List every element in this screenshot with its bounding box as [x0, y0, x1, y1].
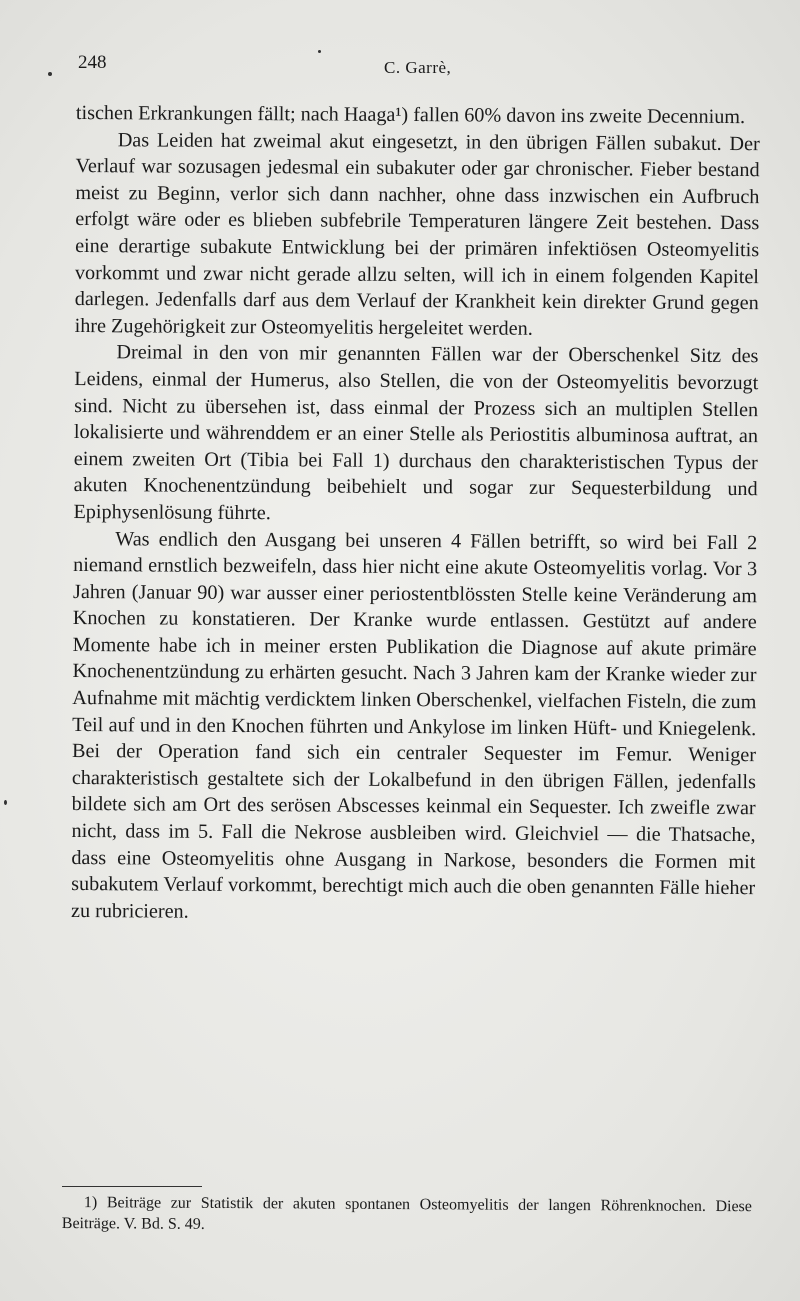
body-text [71, 100, 760, 929]
paragraph-course: Das Leiden hat zweimal akut eingesetzt, in den übrigen Fällen subakut. Der Verlauf war sozusagen jedesmal ein subakuter oder gar chronischer. Fieber bestand meist zu Beginn, verlor sich dann nachher, ohne dass inzwischen ein Aufbruch erfolgt wäre oder es blieben subfebrile Temperaturen längere Zeit bestehen. Dass eine derartige subakute Entwicklung bei der primären infektiösen Osteomyelitis vorkommt und zwar nicht gerade allzu selten, will ich in einem folgenden Kapitel darlegen. Jedenfalls darf aus dem Verlauf der Krankheit kein direkter Grund gegen ihre Zugehörigkeit zur Osteomyelitis hergeleitet werden. [74, 128, 760, 340]
paragraph-location: Dreimal in den von mir genannten Fällen war der Oberschenkel Sitz des Leidens, einmal der Humerus, also Stellen, die von der Osteomyelitis bevorzugt sind. Nicht zu übersehen ist, dass einmal der Prozess sich an multiplen Stellen lokalisierte und währenddem er an einer Stelle als Periostitis albuminosa auftrat, an einem zweiten Ort (Tibia bei Fall 1) durchaus den charakteristischen Typus der akuten Knochenentzündung beibehielt und sogar zur Sequesterbildung und Epiphysenlösung führte. [73, 341, 759, 525]
print-speck [4, 800, 7, 805]
page-number: 248 [78, 52, 107, 73]
footnote-text: 1) Beiträge zur Statistik der akuten spontanen Osteomyelitis der langen Röhrenknochen. Diese Beiträge. V. Bd. S. 49. [61, 1194, 752, 1233]
paragraph-outcome: Was endlich den Ausgang bei unseren 4 Fällen betrifft, so wird bei Fall 2 niemand ernstlich bezweifeln, dass hier nicht eine akute Osteomyelitis vorlag. Vor 3 Jahren (Januar 90) war ausser einer periostentblössten Stelle keine Veränderung am Knochen zu konstatieren. Der Kranke wurde entlassen. Gestützt auf andere Momente habe ich in meiner ersten Publikation die Diagnose auf akute primäre Knochenentzündung zu erhärten gesucht. Nach 3 Jahren kam der Kranke wieder zur Aufnahme mit mächtig verdicktem linken Oberschenkel, vielfachen Fisteln, die zum Teil auf und in den Knochen führten und Ankylose im linken Hüft- und Kniegelenk. Bei der Operation fand sich ein centraler Sequester im Femur. Weniger charakteristisch gestaltete sich der Lokalbefund in den übrigen Fällen, jedenfalls bildete sich am Ort des serösen Abscesses keinmal ein Sequester. Ich zweifle zwar nicht, dass im 5. Fall die Nekrose ausbleiben wird. Gleichviel — die Thatsache, dass eine Osteomyelitis ohne Ausgang in Narkose, besonders die Formen mit subakutem Verlauf vorkommt, berechtigt mich auch die oben genannten Fälle hieher zu rubricieren. [70, 527, 758, 923]
page-header [78, 52, 758, 82]
print-speck [318, 50, 321, 53]
running-head: C. Garrè, [384, 58, 452, 77]
print-speck [48, 72, 52, 76]
footnote-rule [62, 1186, 202, 1187]
footnote [62, 1192, 752, 1238]
paragraph-continued: tischen Erkrankungen fällt; nach Haaga¹) fallen 60% davon ins zweite Decennium. [75, 101, 746, 129]
